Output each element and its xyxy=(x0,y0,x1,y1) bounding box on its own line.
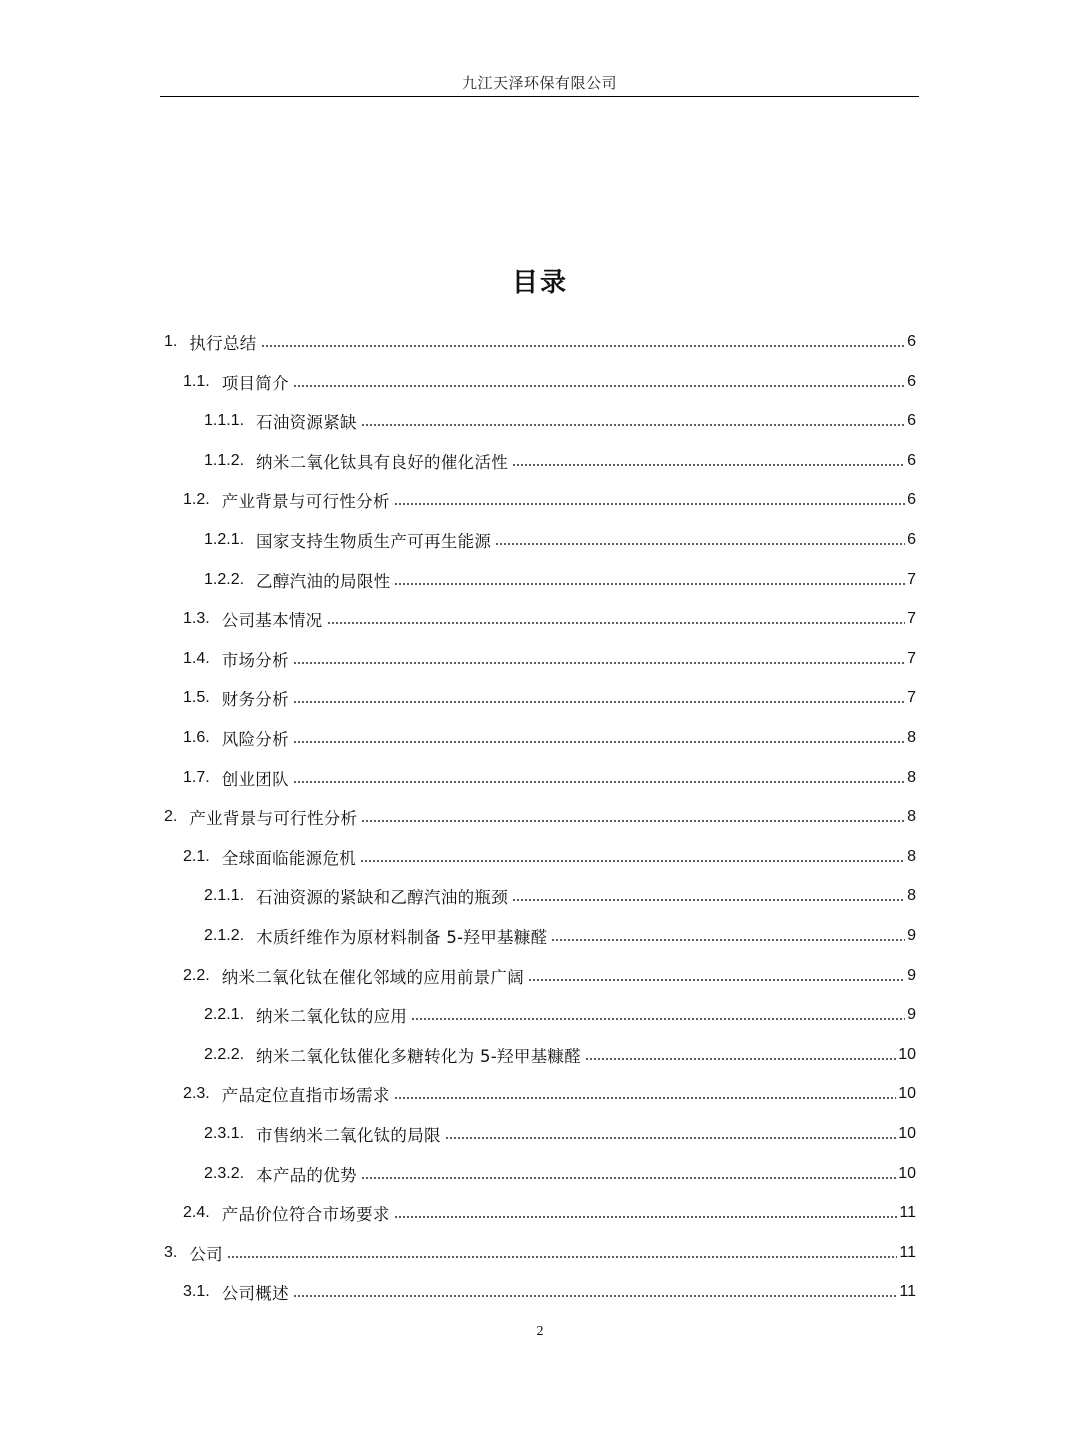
toc-entry[interactable] xyxy=(204,876,916,916)
toc-entry-number: 2.2.2. xyxy=(204,1045,245,1063)
toc-dot-leader xyxy=(585,1058,896,1060)
toc-entry-number: 2.3.2. xyxy=(204,1164,245,1182)
toc-entry[interactable] xyxy=(183,480,916,520)
toc-entry-title: 乙醇汽油的局限性 xyxy=(256,571,391,591)
toc-dot-leader xyxy=(261,345,906,347)
toc-entry[interactable] xyxy=(164,797,916,837)
toc-entry-title: 产业背景与可行性分析 xyxy=(221,492,390,512)
toc-entry-page: 10 xyxy=(898,1125,916,1142)
toc-entry-number: 1.5. xyxy=(183,689,210,707)
toc-entry[interactable] xyxy=(183,1193,916,1233)
toc-entry-number: 1.2.1. xyxy=(204,531,245,548)
toc-entry-number: 2.1.1. xyxy=(204,887,245,905)
toc-entry-title: 石油资源紧缺 xyxy=(256,413,357,433)
toc-entry-title: 市售纳米二氧化钛的局限 xyxy=(256,1126,441,1145)
toc-dot-leader xyxy=(394,583,905,585)
toc-entry-title: 风险分析 xyxy=(221,730,289,749)
toc-entry-page: 8 xyxy=(907,847,916,865)
toc-entry-page: 7 xyxy=(907,570,916,588)
toc-entry[interactable] xyxy=(183,362,916,402)
toc-entry-number: 3. xyxy=(164,1243,178,1261)
toc-entry-number: 1.2. xyxy=(183,491,210,509)
page-number: 2 xyxy=(536,1324,544,1339)
toc-entry-page: 8 xyxy=(907,768,916,786)
toc-entry-page: 6 xyxy=(907,333,916,350)
toc-entry-title: 产品定位直指市场需求 xyxy=(221,1086,390,1106)
toc-entry[interactable] xyxy=(183,758,916,798)
toc-entry-title: 产品价位符合市场要求 xyxy=(221,1205,390,1225)
toc-entry-page: 11 xyxy=(899,1204,916,1222)
toc-dot-leader xyxy=(394,503,905,505)
toc-dot-leader xyxy=(293,385,905,387)
toc-entry-number: 2.4. xyxy=(183,1204,210,1222)
toc-dot-leader xyxy=(293,662,905,664)
toc-entry[interactable] xyxy=(204,1114,916,1154)
toc-entry-number: 2. xyxy=(164,808,178,826)
toc-entry-number: 1.4. xyxy=(183,649,210,667)
toc-dot-leader xyxy=(512,899,905,901)
toc-entry-number: 2.3. xyxy=(183,1085,210,1103)
toc-dot-leader xyxy=(394,1216,898,1218)
toc-dot-leader xyxy=(512,464,905,466)
toc-entry-title: 公司概述 xyxy=(221,1284,289,1304)
toc-entry[interactable] xyxy=(183,678,916,718)
toc-entry-number: 2.2.1. xyxy=(204,1006,245,1024)
toc-entry-title: 产业背景与可行性分析 xyxy=(189,809,358,829)
toc-dot-leader xyxy=(227,1256,897,1258)
toc-dot-leader xyxy=(551,939,905,941)
toc-entry-number: 1.3. xyxy=(183,610,210,628)
toc-dot-leader xyxy=(361,820,905,822)
toc-title: 目录 xyxy=(511,268,568,298)
toc-entry-title: 执行总结 xyxy=(189,334,257,353)
toc-entry[interactable] xyxy=(183,599,916,639)
toc-entry-number: 1.7. xyxy=(183,768,210,786)
toc-entry-page: 6 xyxy=(907,491,916,509)
toc-dot-leader xyxy=(293,1295,898,1297)
toc-entry-title: 公司基本情况 xyxy=(221,611,323,631)
toc-dot-leader xyxy=(445,1137,896,1139)
toc-entry-page: 8 xyxy=(907,808,916,826)
toc-entry[interactable] xyxy=(183,1074,916,1114)
toc-entry-number: 2.3.1. xyxy=(204,1125,245,1142)
toc-entry-title: 全球面临能源危机 xyxy=(221,848,357,868)
toc-entry[interactable] xyxy=(204,995,916,1035)
toc-entry-page: 7 xyxy=(907,649,916,667)
toc-entry[interactable] xyxy=(183,718,916,758)
toc-entry-number: 2.1.2. xyxy=(204,927,245,944)
toc-entry[interactable] xyxy=(183,1272,916,1312)
toc-entry-page: 9 xyxy=(907,1006,916,1024)
toc-entry[interactable] xyxy=(164,1233,916,1273)
toc-entry[interactable] xyxy=(204,560,916,600)
toc-entry[interactable] xyxy=(204,520,916,560)
toc-dot-leader xyxy=(361,1177,896,1179)
toc-dot-leader xyxy=(327,622,906,624)
toc-entry-page: 6 xyxy=(907,372,916,390)
toc-entry-page: 7 xyxy=(907,610,916,628)
toc-dot-leader xyxy=(411,1018,905,1020)
toc-dot-leader xyxy=(394,1097,897,1099)
toc-entry-number: 2.1. xyxy=(183,847,210,865)
toc-entry-page: 6 xyxy=(907,531,916,548)
toc-entry-title: 公司 xyxy=(189,1244,223,1264)
header-divider xyxy=(160,96,919,97)
toc-entry-page: 10 xyxy=(898,1045,916,1063)
toc-entry-title: 纳米二氧化钛在催化邻域的应用前景广阔 xyxy=(221,967,525,987)
toc-entry-number: 3.1. xyxy=(183,1283,210,1301)
toc-entry-page: 9 xyxy=(907,927,916,944)
toc-entry[interactable] xyxy=(183,956,916,996)
toc-entry-number: 1. xyxy=(164,333,178,350)
toc-entry-page: 6 xyxy=(907,451,916,469)
toc-entry-page: 11 xyxy=(899,1243,916,1261)
page-header: 九江天泽环保有限公司 xyxy=(461,74,617,92)
toc-entry-title: 国家支持生物质生产可再生能源 xyxy=(256,532,492,551)
toc-entry-page: 6 xyxy=(907,412,916,430)
toc-entry-title: 项目简介 xyxy=(221,373,289,393)
toc-dot-leader xyxy=(528,979,905,981)
toc-dot-leader xyxy=(293,741,905,743)
toc-entry-page: 10 xyxy=(898,1164,916,1182)
toc-entry-number: 2.2. xyxy=(183,966,210,984)
toc-entry-page: 8 xyxy=(907,887,916,905)
toc-entry[interactable] xyxy=(204,441,916,481)
toc-dot-leader xyxy=(495,543,905,545)
toc-entry-title: 财务分析 xyxy=(221,690,289,710)
toc-entry-title: 纳米二氧化钛的应用 xyxy=(256,1007,408,1027)
toc-dot-leader xyxy=(361,424,905,426)
toc-entry[interactable] xyxy=(204,401,916,441)
toc-entry-title: 市场分析 xyxy=(221,650,289,670)
toc-entry[interactable] xyxy=(183,837,916,877)
toc-dot-leader xyxy=(293,701,905,703)
toc-entry-title: 纳米二氧化钛催化多糖转化为 5-羟甲基糠醛 xyxy=(256,1046,582,1066)
toc-entry[interactable] xyxy=(204,1035,916,1075)
toc-entry-number: 1.1.2. xyxy=(204,451,245,469)
toc-entry-title: 创业团队 xyxy=(221,769,289,789)
toc-entry[interactable] xyxy=(204,1154,916,1194)
toc-entry[interactable] xyxy=(164,322,916,362)
toc-entry-title: 纳米二氧化钛具有良好的催化活性 xyxy=(256,452,509,472)
toc-entry-number: 1.2.2. xyxy=(204,570,245,588)
toc-entry-page: 11 xyxy=(899,1283,916,1301)
toc-entry-page: 9 xyxy=(907,966,916,984)
toc-entry-page: 8 xyxy=(907,729,916,746)
toc-entry[interactable] xyxy=(204,916,916,956)
toc-entry-number: 1.6. xyxy=(183,729,210,746)
toc-entry[interactable] xyxy=(183,639,916,679)
toc-entry-page: 10 xyxy=(898,1085,916,1103)
toc-dot-leader xyxy=(360,860,905,862)
toc-entry-page: 7 xyxy=(907,689,916,707)
toc-entry-title: 石油资源的紧缺和乙醇汽油的瓶颈 xyxy=(256,888,509,908)
toc-entry-number: 1.1.1. xyxy=(204,412,245,430)
toc-entry-number: 1.1. xyxy=(183,372,210,390)
toc-dot-leader xyxy=(293,781,905,783)
toc-entry-title: 本产品的优势 xyxy=(256,1165,357,1185)
toc-entry-title: 木质纤维作为原材料制备 5-羟甲基糠醛 xyxy=(256,928,548,947)
